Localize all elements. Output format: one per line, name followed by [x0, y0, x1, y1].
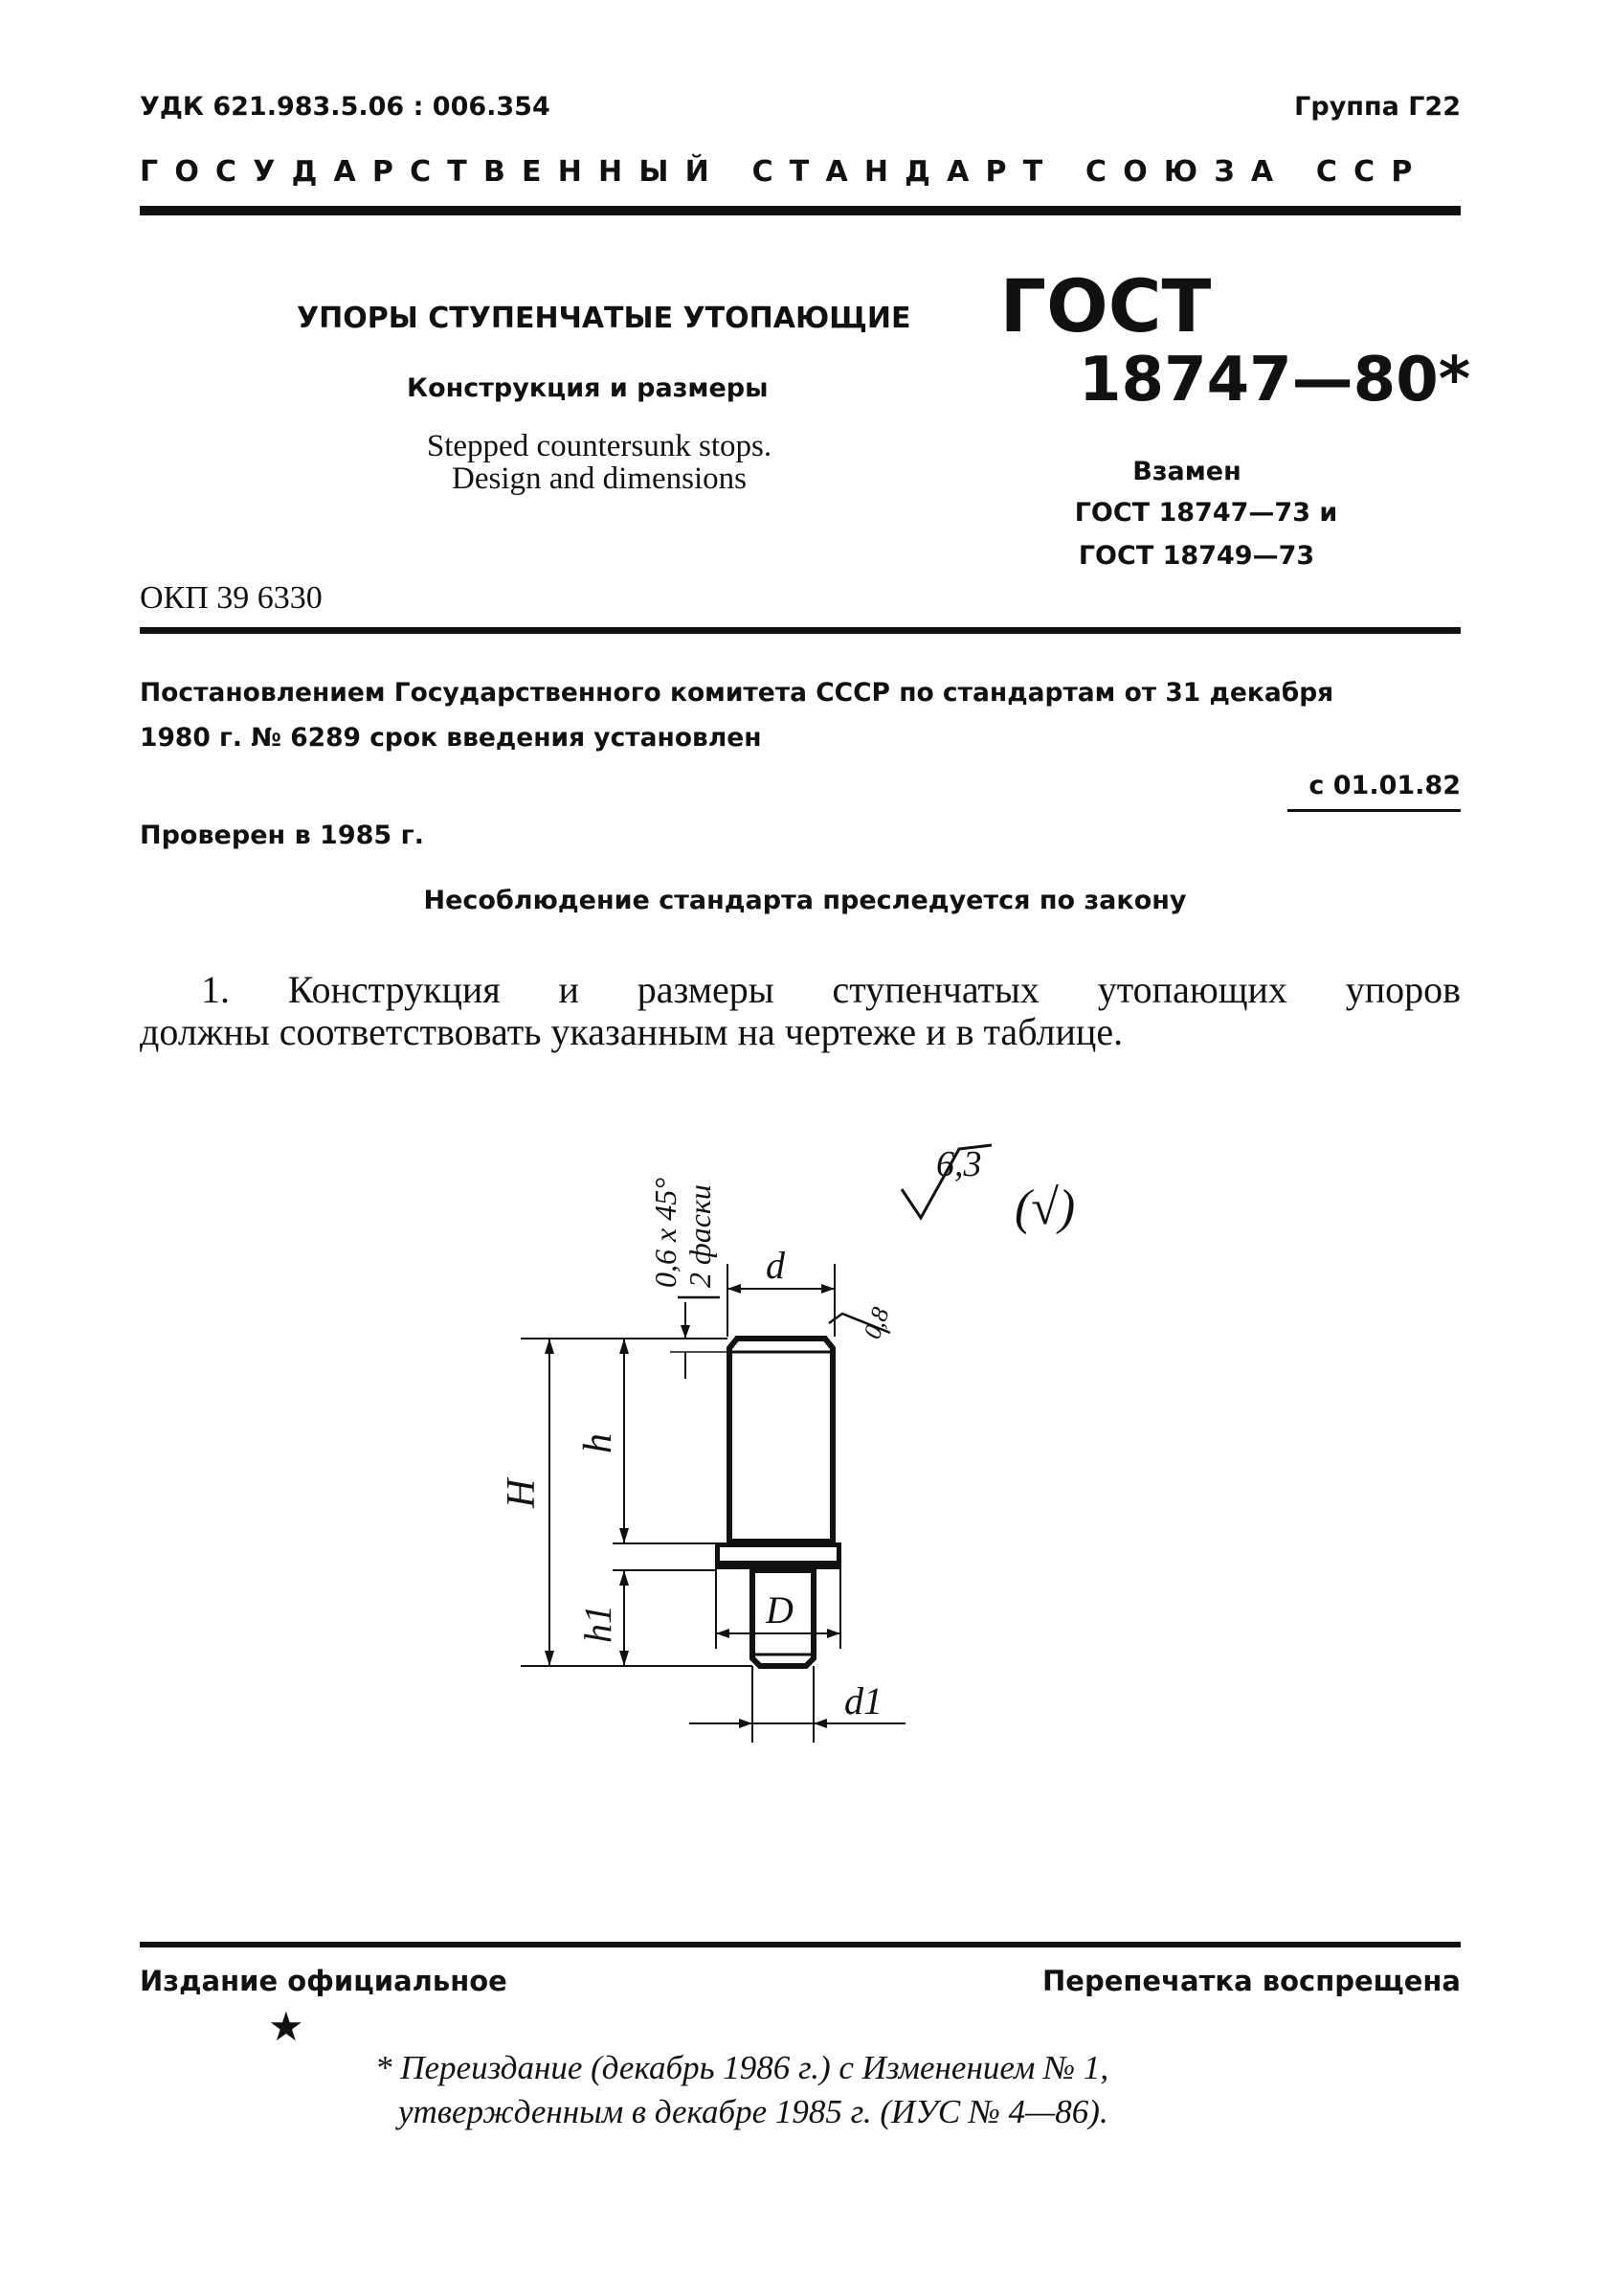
clause-1-line-2: должны соответствовать указанным на чертеже и в таблице.	[140, 1010, 1124, 1053]
dim-d-label: d	[766, 1244, 785, 1287]
footer-rule	[140, 1942, 1461, 1947]
dim-d1-label: d1	[844, 1679, 883, 1722]
group-code: Группа Г22	[1294, 92, 1461, 122]
decree-line-2: 1980 г. № 6289 срок введения установлен	[140, 723, 762, 753]
effective-date: с 01.01.82	[1308, 771, 1461, 800]
clause-1-line-1: 1. Конструкция и размеры ступенчатых утопающих упоров	[201, 968, 1461, 1011]
title-english-line1: Stepped countersunk stops.	[426, 429, 772, 463]
dim-roughness-small: 0,8	[858, 1303, 895, 1343]
standard-subtitle: Конструкция и размеры	[407, 373, 769, 403]
okp-code: ОКП 39 6330	[140, 580, 323, 616]
official-edition: Издание официальное	[140, 1965, 507, 1997]
dim-h1-label: h1	[576, 1605, 619, 1643]
dim-H-label: H	[500, 1478, 544, 1508]
roughness-bracket-icon: (√)	[1015, 1181, 1076, 1235]
enforcement-warning: Несоблюдение стандарта преследуется по закону	[423, 886, 1187, 915]
stop-shank	[729, 1339, 833, 1542]
star-icon: ★	[268, 2006, 304, 2050]
replaces-gost-1: ГОСТ 18747—73 и	[1074, 498, 1338, 528]
standard-title: УПОРЫ СТУПЕНЧАТЫЕ УТОПАЮЩИЕ	[297, 302, 911, 335]
state-standard-banner: ГОСУДАРСТВЕННЫЙ СТАНДАРТ СОЮЗА ССР	[140, 155, 1429, 189]
reissue-note-line-2: утвержденным в декабре 1985 г. (ИУС № 4—86).	[398, 2093, 1108, 2130]
udk-code: УДК 621.983.5.06 : 006.354	[140, 92, 550, 122]
checked-year: Проверен в 1985 г.	[140, 821, 424, 850]
gost-label: ГОСТ	[999, 263, 1212, 349]
gost-number: 18747—80*	[1079, 345, 1471, 416]
title-english-line2: Design and dimensions	[452, 461, 747, 496]
decree-line-1: Постановлением Государственного комитета СССР по стандартам от 31 декабря	[140, 678, 1334, 708]
roughness-value: 6,3	[936, 1144, 982, 1184]
chamfer-label: 0,6 x 45°	[648, 1178, 682, 1288]
dim-D-label: D	[766, 1588, 794, 1632]
chamfer-note: 2 фаски	[682, 1184, 717, 1288]
dim-h-label: h	[576, 1433, 620, 1453]
replaces-gost-2: ГОСТ 18749—73	[1078, 541, 1315, 571]
reissue-note-line-1: * Переиздание (декабрь 1986 г.) с Изменением № 1,	[375, 2049, 1109, 2086]
reprint-prohibited: Перепечатка воспрещена	[1042, 1965, 1461, 1997]
replaces-label: Взамен	[1132, 457, 1241, 486]
